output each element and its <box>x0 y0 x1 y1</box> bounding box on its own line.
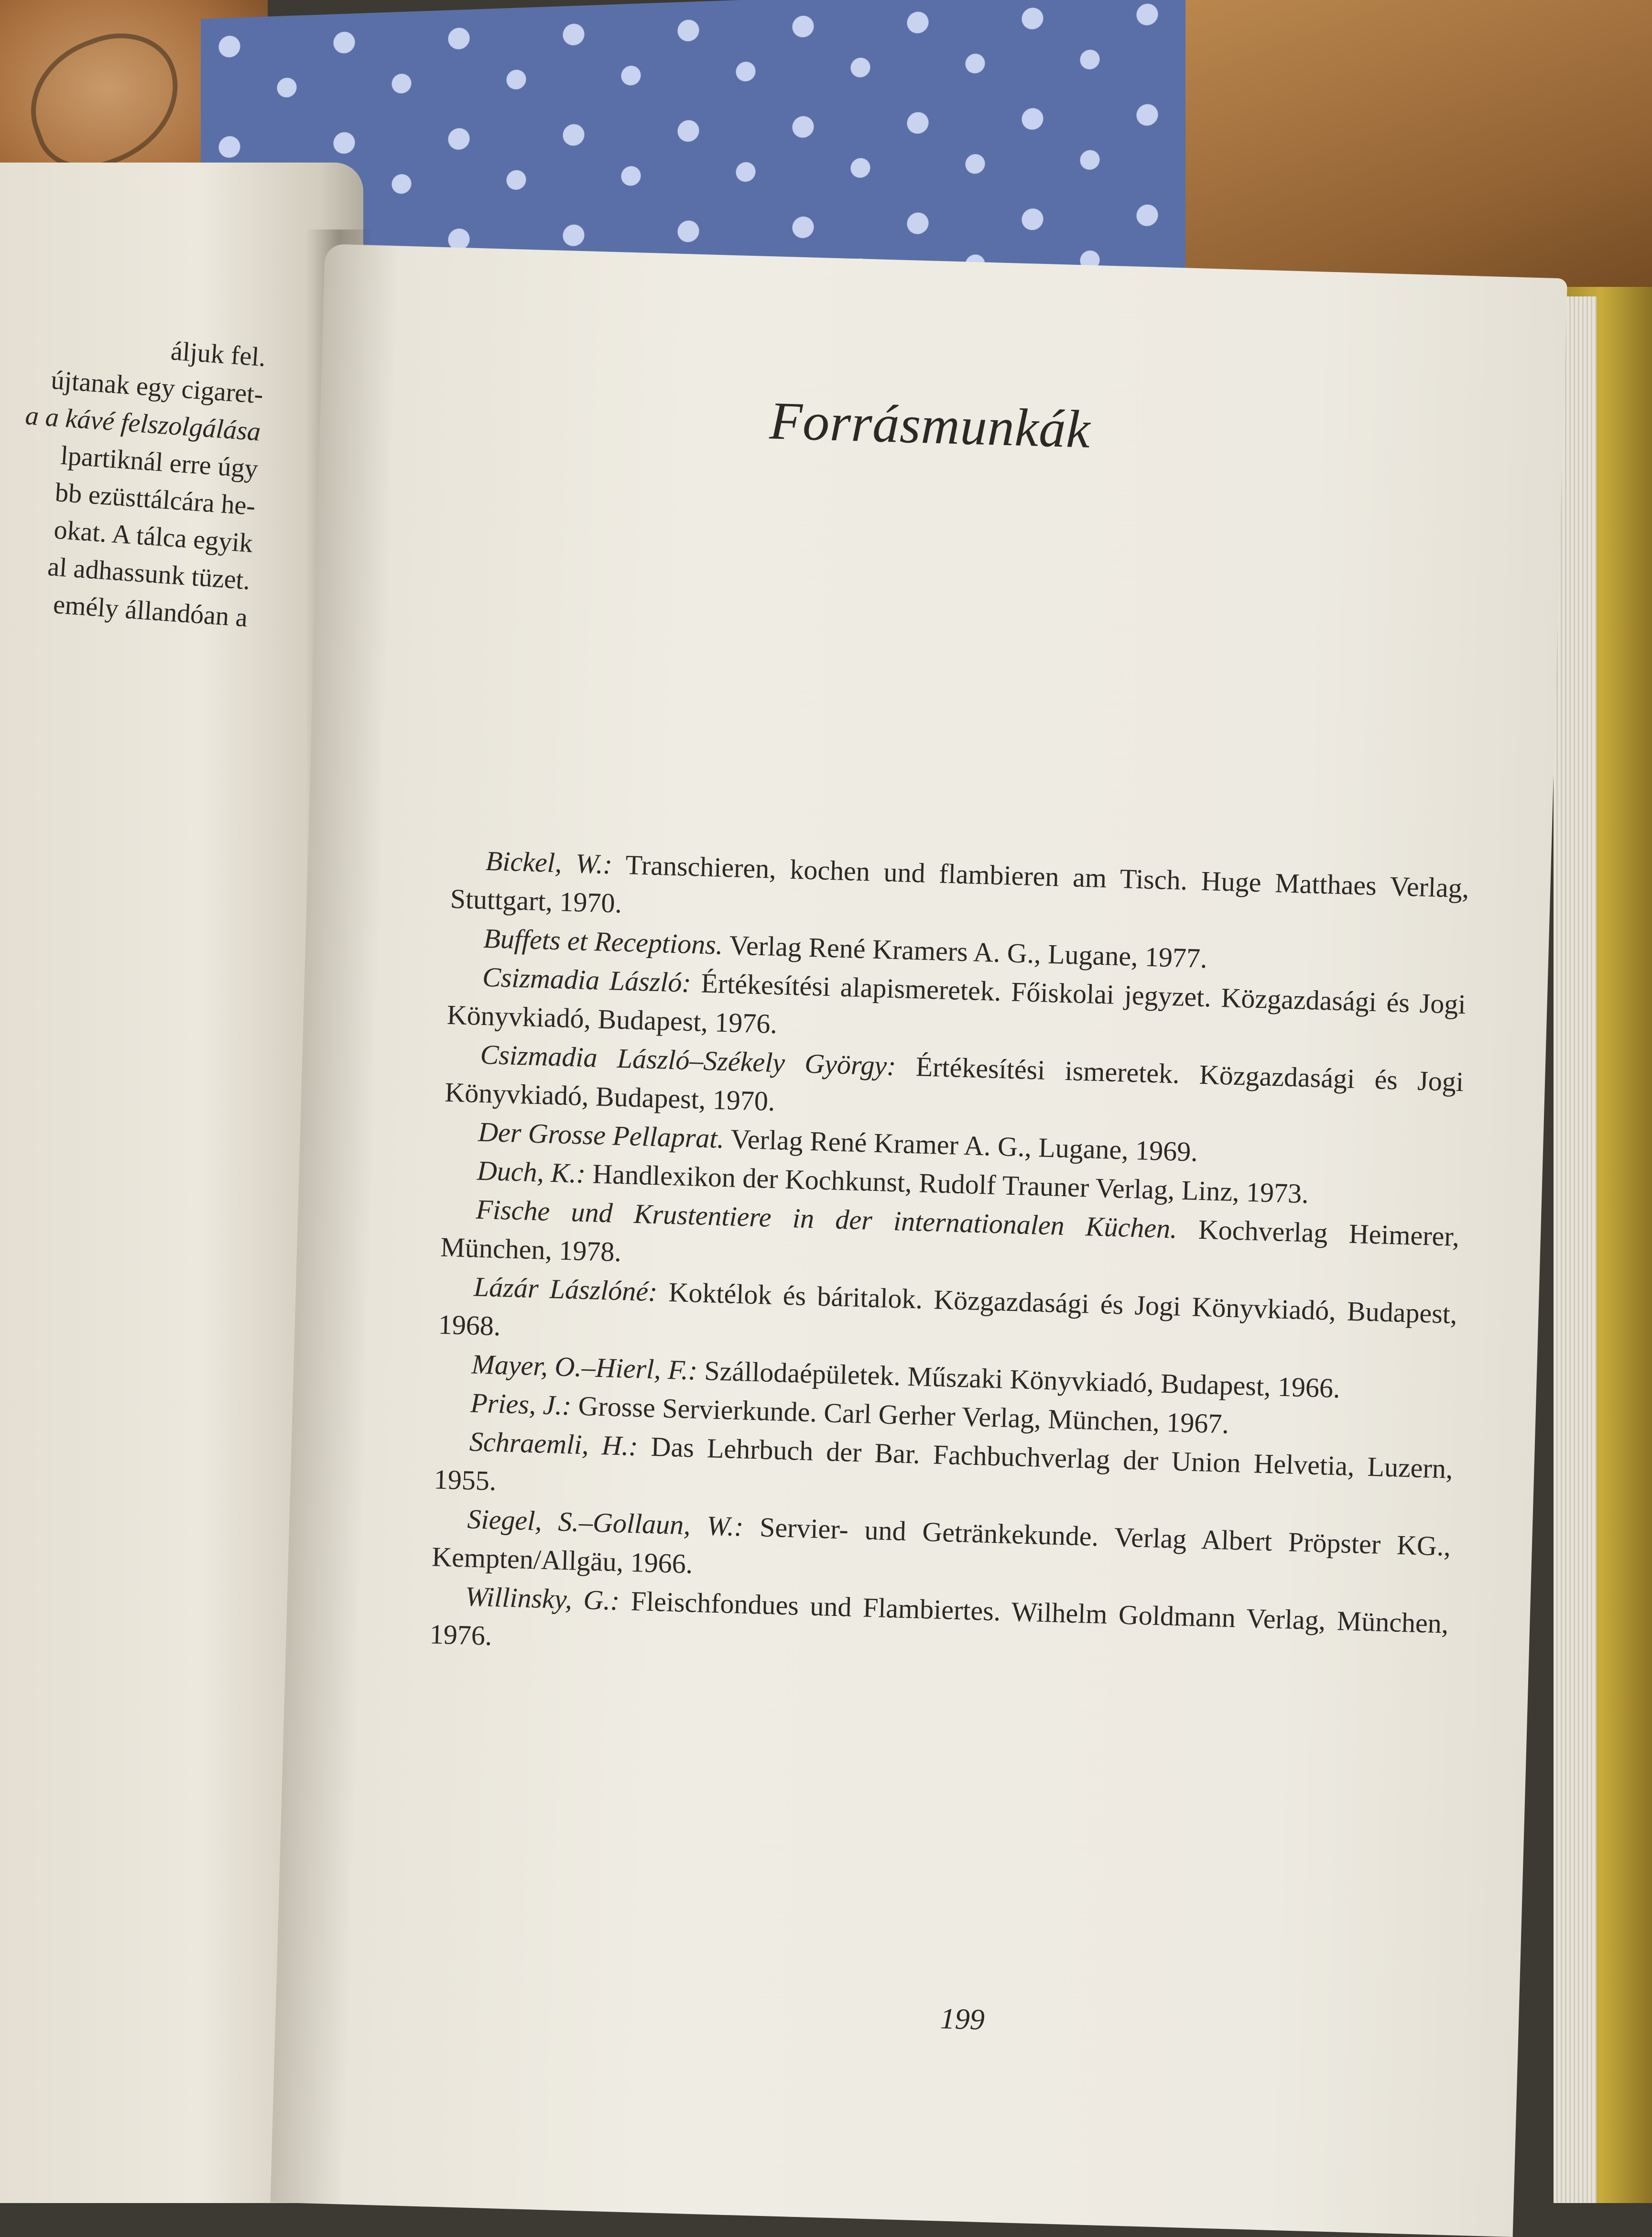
reference-details: Kochverlag Heimerer, München, 1978. <box>440 1213 1460 1268</box>
reference-author: Siegel, S.–Gollaun, W.: <box>467 1503 744 1542</box>
reference-details: Koktélok és báritalok. Közgazdasági és Jogi Könyvkiadó, Budapest, 1968. <box>438 1276 1458 1342</box>
reference-details: Értékesítési ismeretek. Közgazdasági és Jogi Könyvkiadó, Budapest, 1970. <box>444 1050 1464 1117</box>
reference-author: Csizmadia László–Székely György: <box>479 1038 897 1082</box>
reference-author: Duch, K.: <box>477 1155 586 1189</box>
left-line: újtanak egy cigaret- <box>50 365 264 410</box>
right-page <box>271 244 1567 2237</box>
left-page-text <box>0 320 267 637</box>
reference-author: Lázár Lászlóné: <box>473 1271 658 1308</box>
left-line: al adhassunk tüzet. <box>46 552 251 596</box>
reference-author: Schraemli, H.: <box>469 1426 639 1462</box>
reference-details: Verlag René Kramers A. G., Lugane, 1977. <box>722 929 1208 974</box>
reference-details: Verlag René Kramer A. G., Lugane, 1969. <box>724 1123 1198 1168</box>
left-line: emély állandóan a <box>52 589 249 633</box>
reference-author: Bickel, W.: <box>485 845 613 880</box>
reference-author: Buffets et Receptions. <box>483 922 724 960</box>
reference-details: Értékesítési alapismeretek. Főiskolai jegyzet. Közgazdasági és Jogi Könyvkiadó, Budapest, 1976. <box>446 967 1467 1040</box>
reference-author: Csizmadia László: <box>482 961 692 998</box>
reference-details: Handlexikon der Kochkunst, Rudolf Trauner Verlag, Linz, 1973. <box>585 1157 1309 1210</box>
reference-details: Fleischfondues und Flambiertes. Wilhelm Goldmann Verlag, München, 1976. <box>429 1585 1449 1651</box>
reference-list <box>429 840 1470 1682</box>
reference-details: Transchieren, kochen und flambieren am Tisch. Huge Matthaes Verlag, Stuttgart, 1970. <box>449 849 1470 919</box>
page-stack-edge <box>1554 296 1597 2203</box>
left-line: bb ezüsttálcára he- <box>54 478 257 522</box>
reference-author: Fische und Krustentiere in der internationalen Küchen. <box>475 1193 1178 1244</box>
left-line: lpartiknál erre úgy <box>59 440 259 484</box>
left-line: okat. A tálca egyik <box>53 515 254 558</box>
reference-details: Das Lehrbuch der Bar. Fachbuchverlag der Union Helvetia, Luzern, 1955. <box>434 1430 1454 1497</box>
page-title: Forrásmunkák <box>769 391 1091 459</box>
reference-details: Servier- und Getränkekunde. Verlag Albert Pröpster KG., Kempten/Allgäu, 1966. <box>431 1511 1451 1580</box>
reference-author: Mayer, O.–Hierl, F.: <box>471 1348 698 1386</box>
reference-details: Grosse Servierkunde. Carl Gerher Verlag, München, 1967. <box>571 1390 1229 1440</box>
reference-author: Willinsky, G.: <box>465 1581 620 1616</box>
reference-author: Der Grosse Pellaprat. <box>478 1116 725 1155</box>
left-line: a a kávé felszolgálása <box>24 401 262 447</box>
left-line: áljuk fel. <box>170 336 267 372</box>
reference-details: Szállodaépületek. Műszaki Könyvkiadó, Budapest, 1966. <box>697 1354 1341 1404</box>
page-number: 199 <box>939 2002 985 2036</box>
reference-author: Pries, J.: <box>470 1387 572 1421</box>
